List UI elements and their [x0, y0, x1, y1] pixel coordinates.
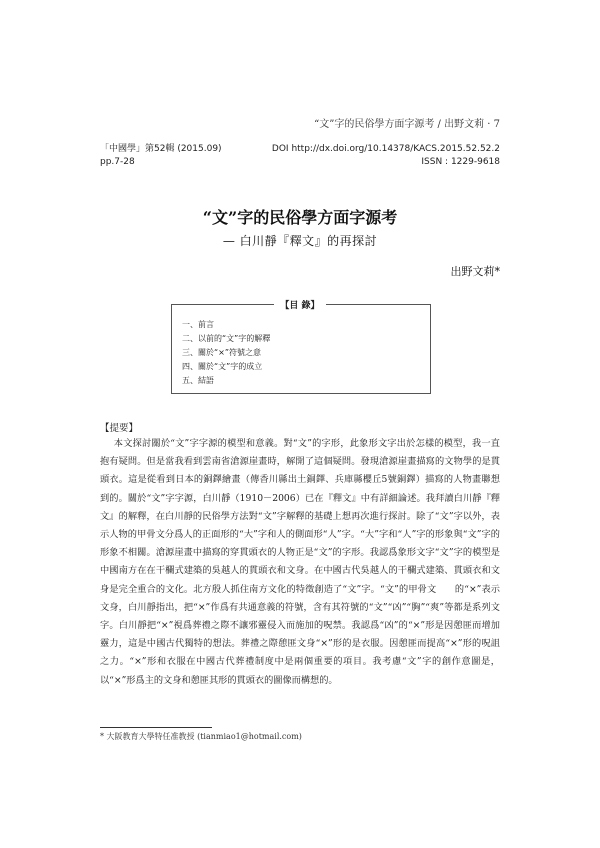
issn: ISSN : 1229-9618 — [421, 157, 500, 167]
page-range: pp.7-28 — [100, 157, 135, 167]
toc-list — [182, 318, 270, 388]
toc-heading — [0, 298, 600, 311]
paper-subtitle: — 白川靜『釋文』的再探討 — [222, 234, 378, 248]
abstract — [100, 435, 500, 690]
abstract-text: 本文探討關於“文”字字源的模型和意義。對“文”的字形，此象形文字出於怎樣的模型，我一直抱有疑問。但是當我看到雲南省滄源崖畫時，解開了這個疑問。發現滄源崖畫描寫的文物學的是貫頭衣。這是從看到日本的銅鐸繪畫（傳香川縣出土銅鐸、兵庫縣櫻丘5號銅鐸）描寫的人物畫聯想到的。關於“文”字字源，白川靜（1910－2006）已在『釋文』中有詳細論述。我拜讀白川靜『釋文』的解釋，在白川靜的民俗學方法對“文”字解釋的基礎上想再次進行探討。除了“文”字以外，表示人物的甲骨文分爲人的正面形的“大”字和人的側面形“人”字。“大”字和“人”字的形象與“文”字的形象不相關。滄源崖畫中描寫的穿貫頭衣的人物正是“文”的字形。我認爲象形文字“文”字的模型是中國南方在在干欄式建築的吳越人的貫頭衣和文身。在中國古代吳越人的干欄式建築、貫頭衣和文身是完全重合的文化。北方殷人抓住南方文化的特徵創造了“文”字。“文”的甲骨文 的“×”表示文身，白川靜指出，把“×”作爲有共通意義的符號，含有其符號的“文”“凶”“胸”“爽”等都是系列文字。白川靜把“×”視爲葬禮之際不讓邪靈侵入而施加的呪禁。我認爲“凶”的“×”形是因憩匪而增加靈力，這是中國古代獨特的想法。葬禮之際憩匪文身“×”形的是衣服。因憩匪而提高“×”形的呪詛之力。“×”形和衣服在中國古代葬禮制度中是兩個重要的項目。我考慮“文”字的創作意圖是，以“×”形爲主的文身和憩匪其形的貫頭衣的圖像而構想的。 — [100, 438, 500, 686]
running-head: “文”字的民俗學方面字源考 / 出野文莉 · 7 — [314, 119, 500, 130]
author-name: 出野文莉* — [450, 265, 500, 278]
footnote: * 大阪教育大學特任准教授 (tianmiao1@hotmail.com) — [100, 732, 302, 741]
toc-item: 四、關於“文”字的成立 — [182, 362, 263, 371]
toc-heading-text: 【目 錄】 — [274, 301, 325, 311]
toc-item: 一、前言 — [182, 320, 214, 329]
doi-info — [272, 143, 500, 169]
footnote-divider — [100, 727, 212, 728]
toc-item: 三、關於“×”符號之意 — [182, 348, 261, 357]
journal-name: 「中國學」第52輯 (2015.09) — [100, 144, 222, 154]
journal-info — [100, 143, 222, 169]
toc-item: 五、結語 — [182, 376, 214, 385]
doi-link[interactable]: DOI http://dx.doi.org/10.14378/KACS.2015.52.52.2 — [271, 144, 500, 154]
paper-title: “文”字的民俗學方面字源考 — [202, 208, 398, 227]
abstract-label: 【提要】 — [100, 423, 139, 434]
toc-item: 二、以前的“文”字的解釋 — [182, 334, 271, 343]
